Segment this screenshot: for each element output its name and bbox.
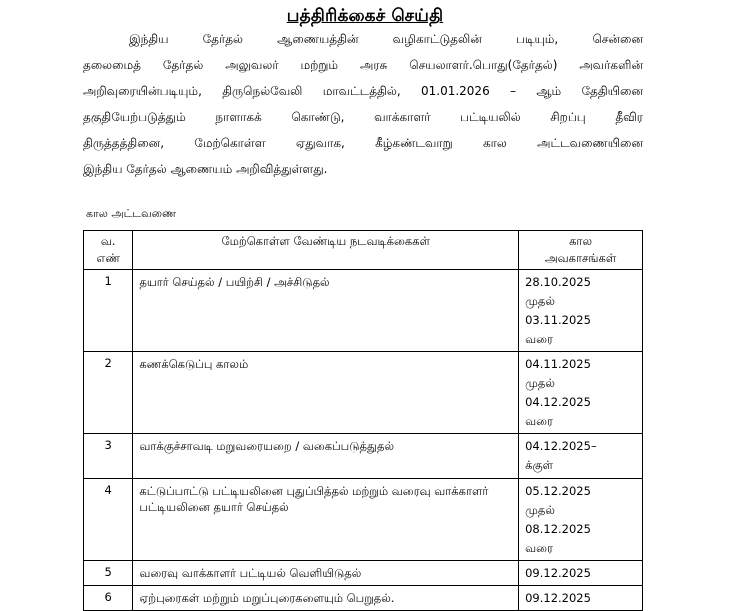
paragraph-line: அறிவுரையின்படியும், திருநெல்வேலி மாவட்டத்தில், 01.01.2026 – ஆம் தேதியினை xyxy=(83,84,643,98)
period-line: வரை xyxy=(525,541,553,555)
period-line: 04.11.2025 xyxy=(525,357,591,371)
period-line: 04.12.2025– xyxy=(525,439,597,453)
period-line: முதல் xyxy=(525,294,555,308)
table-row xyxy=(84,434,643,479)
paragraph-line: இந்திய தேர்தல் ஆணையத்தின் வழிகாட்டுதலின் படியும், சென்னை xyxy=(129,32,643,46)
period-line: 28.10.2025 xyxy=(525,275,591,289)
intro-paragraph xyxy=(83,26,643,182)
row-sno: 5 xyxy=(84,561,133,586)
row-activity: ஏற்புரைகள் மற்றும் மறுப்புரைகளையும் பெறுதல். xyxy=(133,586,519,611)
paragraph-line: தகுதியேற்படுத்தும் நாளாகக் கொண்டு, வாக்காளர் பட்டியலில் சிறப்பு தீவிர xyxy=(83,110,643,124)
row-activity: தயார் செய்தல் / பயிற்சி / அச்சிடுதல் xyxy=(133,270,519,352)
table-row xyxy=(84,586,643,611)
table-row xyxy=(84,352,643,434)
paragraph-line: இந்திய தேர்தல் ஆணையம் அறிவித்துள்ளது. xyxy=(83,162,328,176)
row-sno: 4 xyxy=(84,479,133,561)
header-period xyxy=(519,231,643,270)
table-row xyxy=(84,561,643,586)
header-activity: மேற்கொள்ள வேண்டிய நடவடிக்கைகள் xyxy=(133,231,519,270)
page-title: பத்திரிக்கைச் செய்தி xyxy=(286,6,444,26)
row-activity: கட்டுப்பாட்டு பட்டியலினை புதுப்பித்தல் மற்றும் வரைவு வாக்காளர் பட்டியலினை தயார் செய்தல் xyxy=(133,479,519,561)
table-header-row xyxy=(84,231,643,270)
period-line: க்குள் xyxy=(525,458,553,472)
header-sno-line1: வ. xyxy=(100,234,116,248)
period-line: வரை xyxy=(525,332,553,346)
table-row xyxy=(84,270,643,352)
period-line: 08.12.2025 xyxy=(525,522,591,536)
schedule-table xyxy=(83,230,643,611)
paragraph-line: திருத்தத்தினை, மேற்கொள்ள ஏதுவாக, கீழ்கண்டவாறு கால அட்டவணையினை xyxy=(83,136,643,150)
header-period-line1: கால xyxy=(569,234,592,248)
period-line: 04.12.2025 xyxy=(525,395,591,409)
period-line: வரை xyxy=(525,414,553,428)
row-period xyxy=(519,586,643,611)
period-line: முதல் xyxy=(525,503,555,517)
row-period xyxy=(519,352,643,434)
header-period-line2: அவகாசங்கள் xyxy=(544,251,617,265)
row-period xyxy=(519,561,643,586)
header-sno-line2: எண் xyxy=(96,251,120,265)
row-period xyxy=(519,434,643,479)
row-activity: கணக்கெடுப்பு காலம் xyxy=(133,352,519,434)
row-sno: 3 xyxy=(84,434,133,479)
row-period xyxy=(519,270,643,352)
period-line: முதல் xyxy=(525,376,555,390)
row-activity: வாக்குச்சாவடி மறுவரையறை / வகைப்படுத்துதல் xyxy=(133,434,519,479)
row-activity: வரைவு வாக்காளர் பட்டியல் வெளியிடுதல் xyxy=(133,561,519,586)
paragraph-line: தலைமைத் தேர்தல் அலுவலர் மற்றும் அரசு செயலாளர்.பொது(தேர்தல்) அவர்களின் xyxy=(83,58,643,72)
period-line: 09.12.2025 xyxy=(525,566,591,580)
row-period xyxy=(519,479,643,561)
schedule-heading: கால அட்டவணை xyxy=(86,207,177,220)
header-sno xyxy=(84,231,133,270)
period-line: 05.12.2025 xyxy=(525,484,591,498)
row-sno: 6 xyxy=(84,586,133,611)
row-sno: 1 xyxy=(84,270,133,352)
period-line: 09.12.2025 xyxy=(525,591,591,605)
period-line: 03.11.2025 xyxy=(525,313,591,327)
row-sno: 2 xyxy=(84,352,133,434)
table-row xyxy=(84,479,643,561)
